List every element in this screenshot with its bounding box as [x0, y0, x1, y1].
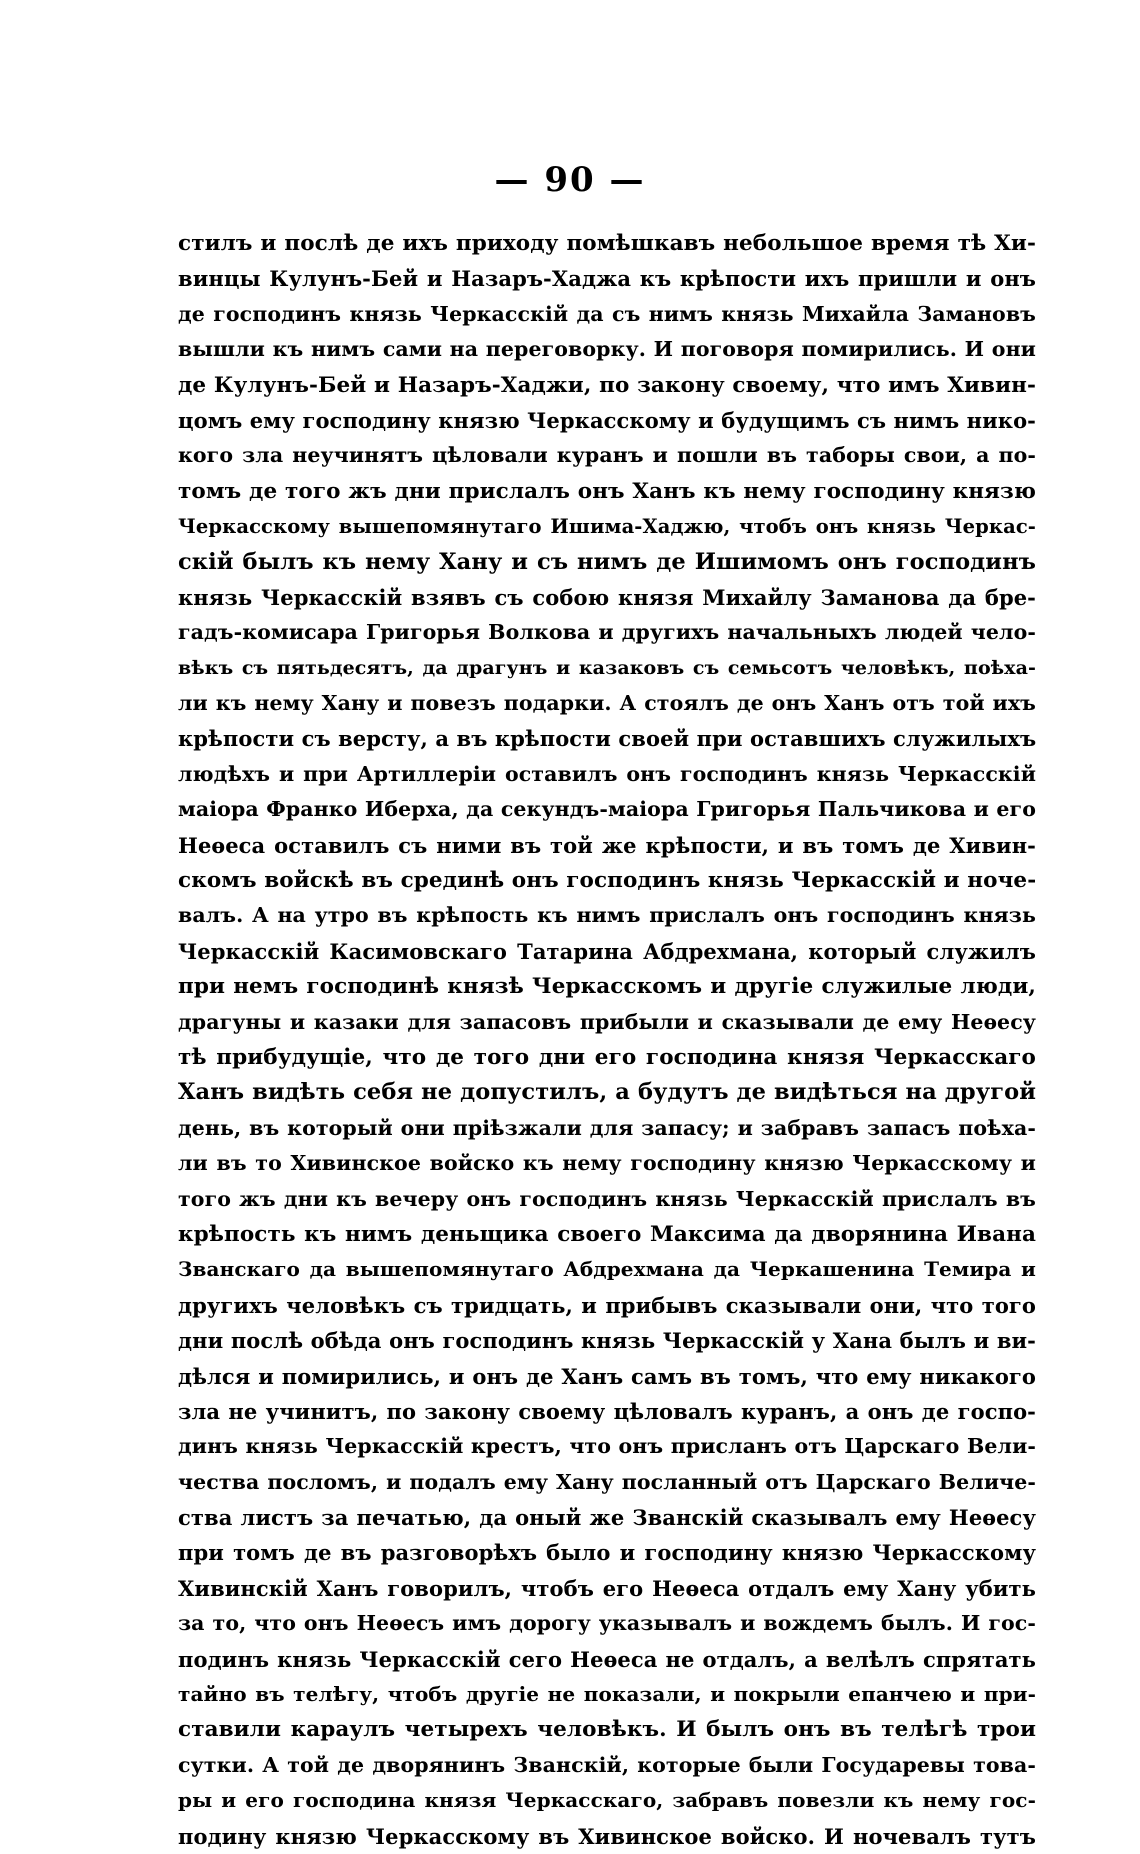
text-line: маіора Франко Иберха, да секундъ-маіора Григорья Пальчикова и его: [178, 797, 1036, 822]
text-line: Неѳеса оставилъ съ ними въ той же крѣпости, и въ томъ де Хивин-: [178, 832, 1036, 858]
text-line: при немъ господинѣ князѣ Черкасскомъ и другіе служилые люди,: [178, 974, 1036, 1000]
text-line: другихъ человѣкъ съ тридцать, и прибывъ сказывали они, что того: [178, 1292, 1036, 1318]
text-line: ства листъ за печатью, да оный же Званскій сказывалъ ему Неѳесу: [178, 1505, 1036, 1531]
text-line: день, въ который они пріѣзжали для запасу; и забравъ запасъ поѣха-: [178, 1115, 1036, 1140]
text-line: чества посломъ, и подалъ ему Хану посланный отъ Царскаго Величе-: [178, 1469, 1036, 1494]
text-line: динъ князь Черкасскій крестъ, что онъ присланъ отъ Царскаго Вели-: [178, 1434, 1036, 1459]
text-line: Черкасскій Касимовскаго Татарина Абдрехмана, который служилъ: [178, 938, 1036, 964]
text-line: кого зла неучинятъ цѣловали куранъ и пошли въ таборы свои, а по-: [178, 443, 1036, 468]
text-line: скомъ войскѣ въ срединѣ онъ господинъ князь Черкасскій и ноче-: [178, 868, 1037, 894]
text-line: за то, что онъ Неѳесъ имъ дорогу указывалъ и вождемъ былъ. И гос-: [178, 1611, 1036, 1636]
text-line: князь Черкасскій взявъ съ собою князя Михайлу Заманова да бре-: [178, 584, 1036, 610]
text-line: дѣлся и помирились, и онъ де Ханъ самъ въ томъ, что ему никакого: [178, 1363, 1036, 1389]
text-line: того жъ дни къ вечеру онъ господинъ князь Черкасскій прислалъ въ: [178, 1186, 1036, 1211]
text-line: дни послѣ обѣда онъ господинъ князь Черкасскій у Хана былъ и ви-: [178, 1328, 1036, 1354]
text-line: тѣ прибудущіе, что де того дни его господина князя Черкасскаго: [178, 1044, 1036, 1070]
text-line: гадъ-комисара Григорья Волкова и другихъ начальныхъ людей чело-: [178, 620, 1036, 645]
text-line: при томъ де въ разговорѣхъ было и господину князю Черкасскому: [178, 1540, 1036, 1566]
text-line: скій былъ къ нему Хану и съ нимъ де Ишимомъ онъ господинъ: [178, 548, 1036, 575]
body-text: [178, 226, 1036, 1854]
text-line: вѣкъ съ пятьдесятъ, да драгунъ и казаковъ съ семьсотъ человѣкъ, поѣха-: [178, 656, 1036, 679]
text-line: томъ де того жъ дни прислалъ онъ Ханъ къ нему господину князю: [178, 478, 1036, 504]
text-line: ли къ нему Хану и повезъ подарки. А стоялъ де онъ Ханъ отъ той ихъ: [178, 691, 1036, 716]
text-line: де господинъ князь Черкасскій да съ нимъ князь Михайла Замановъ: [178, 301, 1036, 326]
text-line: де Кулунъ-Бей и Назаръ-Хаджи, по закону своему, что имъ Хивин-: [178, 372, 1036, 398]
text-line: сутки. А той де дворянинъ Званскій, которые были Государевы това-: [178, 1752, 1036, 1777]
text-line: ры и его господина князя Черкасскаго, забравъ повезли къ нему гос-: [178, 1788, 1036, 1813]
text-line: стилъ и послѣ де ихъ приходу помѣшкавъ небольшое время тѣ Хи-: [178, 231, 1036, 256]
text-line: крѣпость къ нимъ деньщика своего Максима да дворянина Ивана: [178, 1221, 1036, 1247]
text-line: тайно въ телѣгу, чтобъ другіе не показали, и покрыли епанчею и при-: [178, 1682, 1036, 1707]
text-line: цомъ ему господину князю Черкасскому и будущимъ съ нимъ нико-: [178, 407, 1036, 433]
text-line: зла не учинитъ, по закону своему цѣловалъ куранъ, а онъ де госпо-: [178, 1398, 1036, 1424]
text-line: драгуны и казаки для запасовъ прибыли и сказывали де ему Неѳесу: [178, 1009, 1036, 1034]
text-line: Хивинскій Ханъ говорилъ, чтобъ его Неѳеса отдалъ ему Хану убить: [178, 1575, 1036, 1601]
text-line: Ханъ видѣть себя не допустилъ, а будутъ де видѣться на другой: [178, 1079, 1036, 1106]
text-line: Званскаго да вышепомянутаго Абдрехмана да Черкашенина Темира и: [178, 1257, 1036, 1282]
text-line: подину князю Черкасскому въ Хивинское войско. И ночевалъ тутъ: [178, 1823, 1036, 1849]
text-line: винцы Кулунъ-Бей и Назаръ-Хаджа къ крѣпости ихъ пришли и онъ: [178, 266, 1036, 292]
text-line: валъ. А на утро въ крѣпость къ нимъ прислалъ онъ господинъ князь: [178, 903, 1036, 928]
text-line: Черкасскому вышепомянутаго Ишима-Хаджю, чтобъ онъ князь Черкас-: [178, 515, 1036, 539]
text-line: подинъ князь Черкасскій сего Неѳеса не отдалъ, а велѣлъ спрятать: [178, 1646, 1036, 1672]
text-line: крѣпости съ версту, а въ крѣпости своей при оставшихъ служилыхъ: [178, 726, 1037, 752]
text-line: ли въ то Хивинское войско къ нему господину князю Черкасскому и: [178, 1151, 1036, 1176]
text-line: ставили караулъ четырехъ человѣкъ. И былъ онъ въ телѣгѣ трои: [178, 1717, 1036, 1743]
page-number: — 90 —: [494, 160, 646, 200]
text-line: людѣхъ и при Артиллеріи оставилъ онъ господинъ князь Черкасскій: [178, 761, 1036, 786]
text-line: вышли къ нимъ сами на переговорку. И поговоря помирились. И они: [178, 337, 1036, 362]
